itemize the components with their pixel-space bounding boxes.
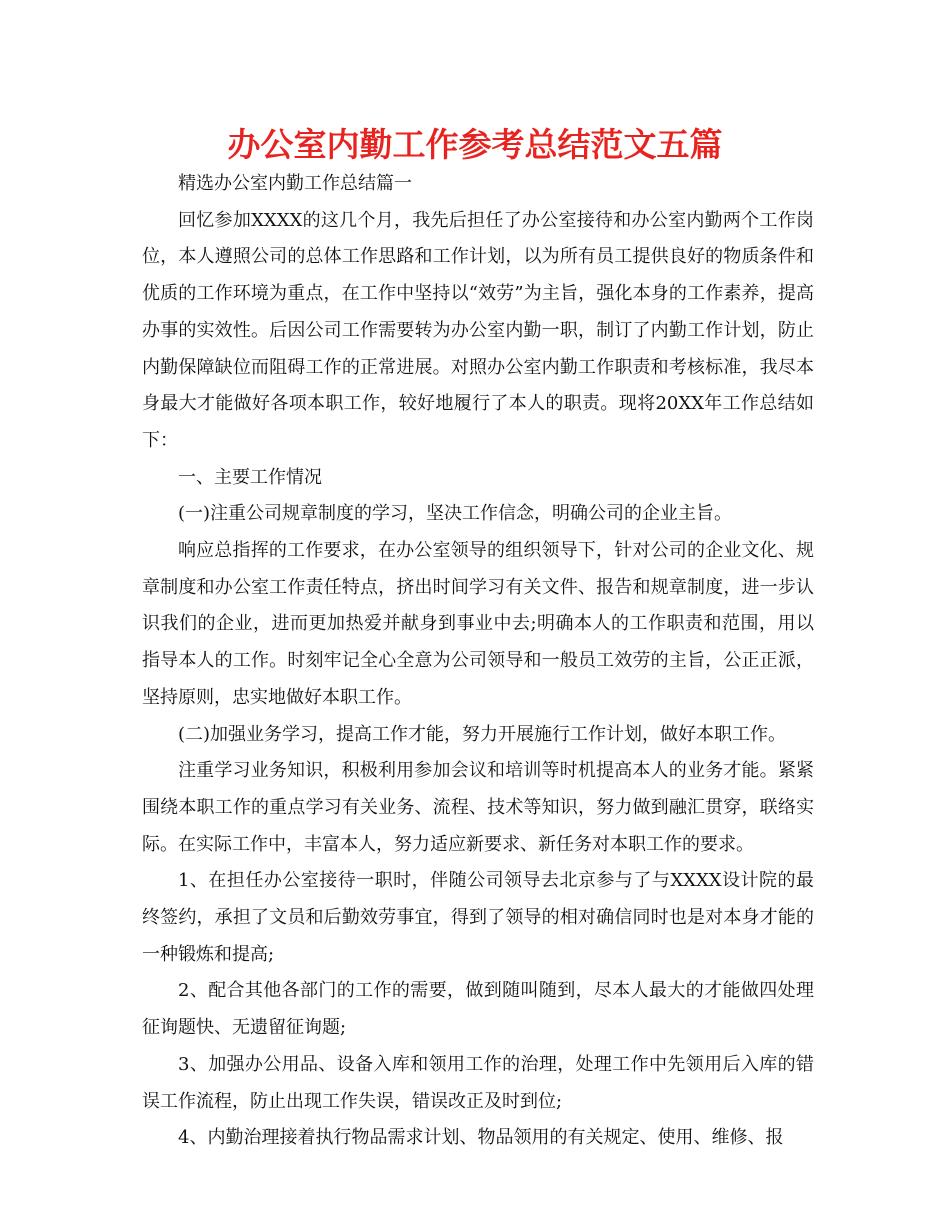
list-item: 2、配合其他各部门的工作的需要，做到随叫随到，尽本人最大的才能做四处理征询题快、无遗留征询题; bbox=[142, 980, 814, 1039]
document-body bbox=[142, 166, 814, 1157]
paragraph: 响应总指挥的工作要求，在办公室领导的组织领导下，针对公司的企业文化、规章制度和办公室工作责任特点，挤出时间学习有关文件、报告和规章制度，进一步认识我们的企业，进而更加热爱并献身到事业中去;明确本人的工作职责和范围，用以指导本人的工作。时刻牢记全心全意为公司领导和一般员工效劳的主旨，公正正派，坚持原则，忠实地做好本职工作。 bbox=[142, 540, 814, 708]
list-item: 1、在担任办公室接待一职时，伴随公司领导去北京参与了与XXXX设计院的最终签约，承担了文员和后勤效劳事宜，得到了领导的相对确信同时也是对本身才能的一种锻炼和提高; bbox=[142, 870, 814, 965]
document-title: 办公室内勤工作参考总结范文五篇 bbox=[227, 125, 723, 164]
section-heading: 一、主要工作情况 bbox=[178, 466, 322, 488]
list-item: 3、加强办公用品、设备入库和领用工作的治理，处理工作中先领用后入库的错误工作流程，防止出现工作失误，错误改正及时到位; bbox=[142, 1053, 814, 1112]
paragraph: 回忆参加XXXX的这几个月，我先后担任了办公室接待和办公室内勤两个工作岗位，本人遵照公司的总体工作思路和工作计划，以为所有员工提供良好的物质条件和优质的工作环境为重点，在工作中坚持以“效劳”为主旨，强化本身的工作素养，提高办事的实效性。后因公司工作需要转为办公室内勤一职，制订了内勤工作计划，防止内勤保障缺位而阻碍工作的正常进展。对照办公室内勤工作职责和考核标准，我尽本身最大才能做好各项本职工作，较好地履行了本人的职责。现将20XX年工作总结如下： bbox=[142, 209, 814, 451]
paragraph: 精选办公室内勤工作总结篇一 bbox=[178, 173, 412, 194]
subsection-heading: (一)注重公司规章制度的学习，坚决工作信念，明确公司的企业主旨。 bbox=[178, 503, 733, 525]
paragraph: 注重学习业务知识，积极利用参加会议和培训等时机提高本人的业务才能。紧紧围绕本职工作的重点学习有关业务、流程、技术等知识，努力做到融汇贯穿，联络实际。在实际工作中，丰富本人，努力适应新要求、新任务对本职工作的要求。 bbox=[142, 760, 814, 855]
list-item: 4、内勤治理接着执行物品需求计划、物品领用的有关规定、使用、维修、报 bbox=[178, 1127, 784, 1149]
subsection-heading: (二)加强业务学习，提高工作才能，努力开展施行工作计划，做好本职工作。 bbox=[178, 723, 787, 745]
